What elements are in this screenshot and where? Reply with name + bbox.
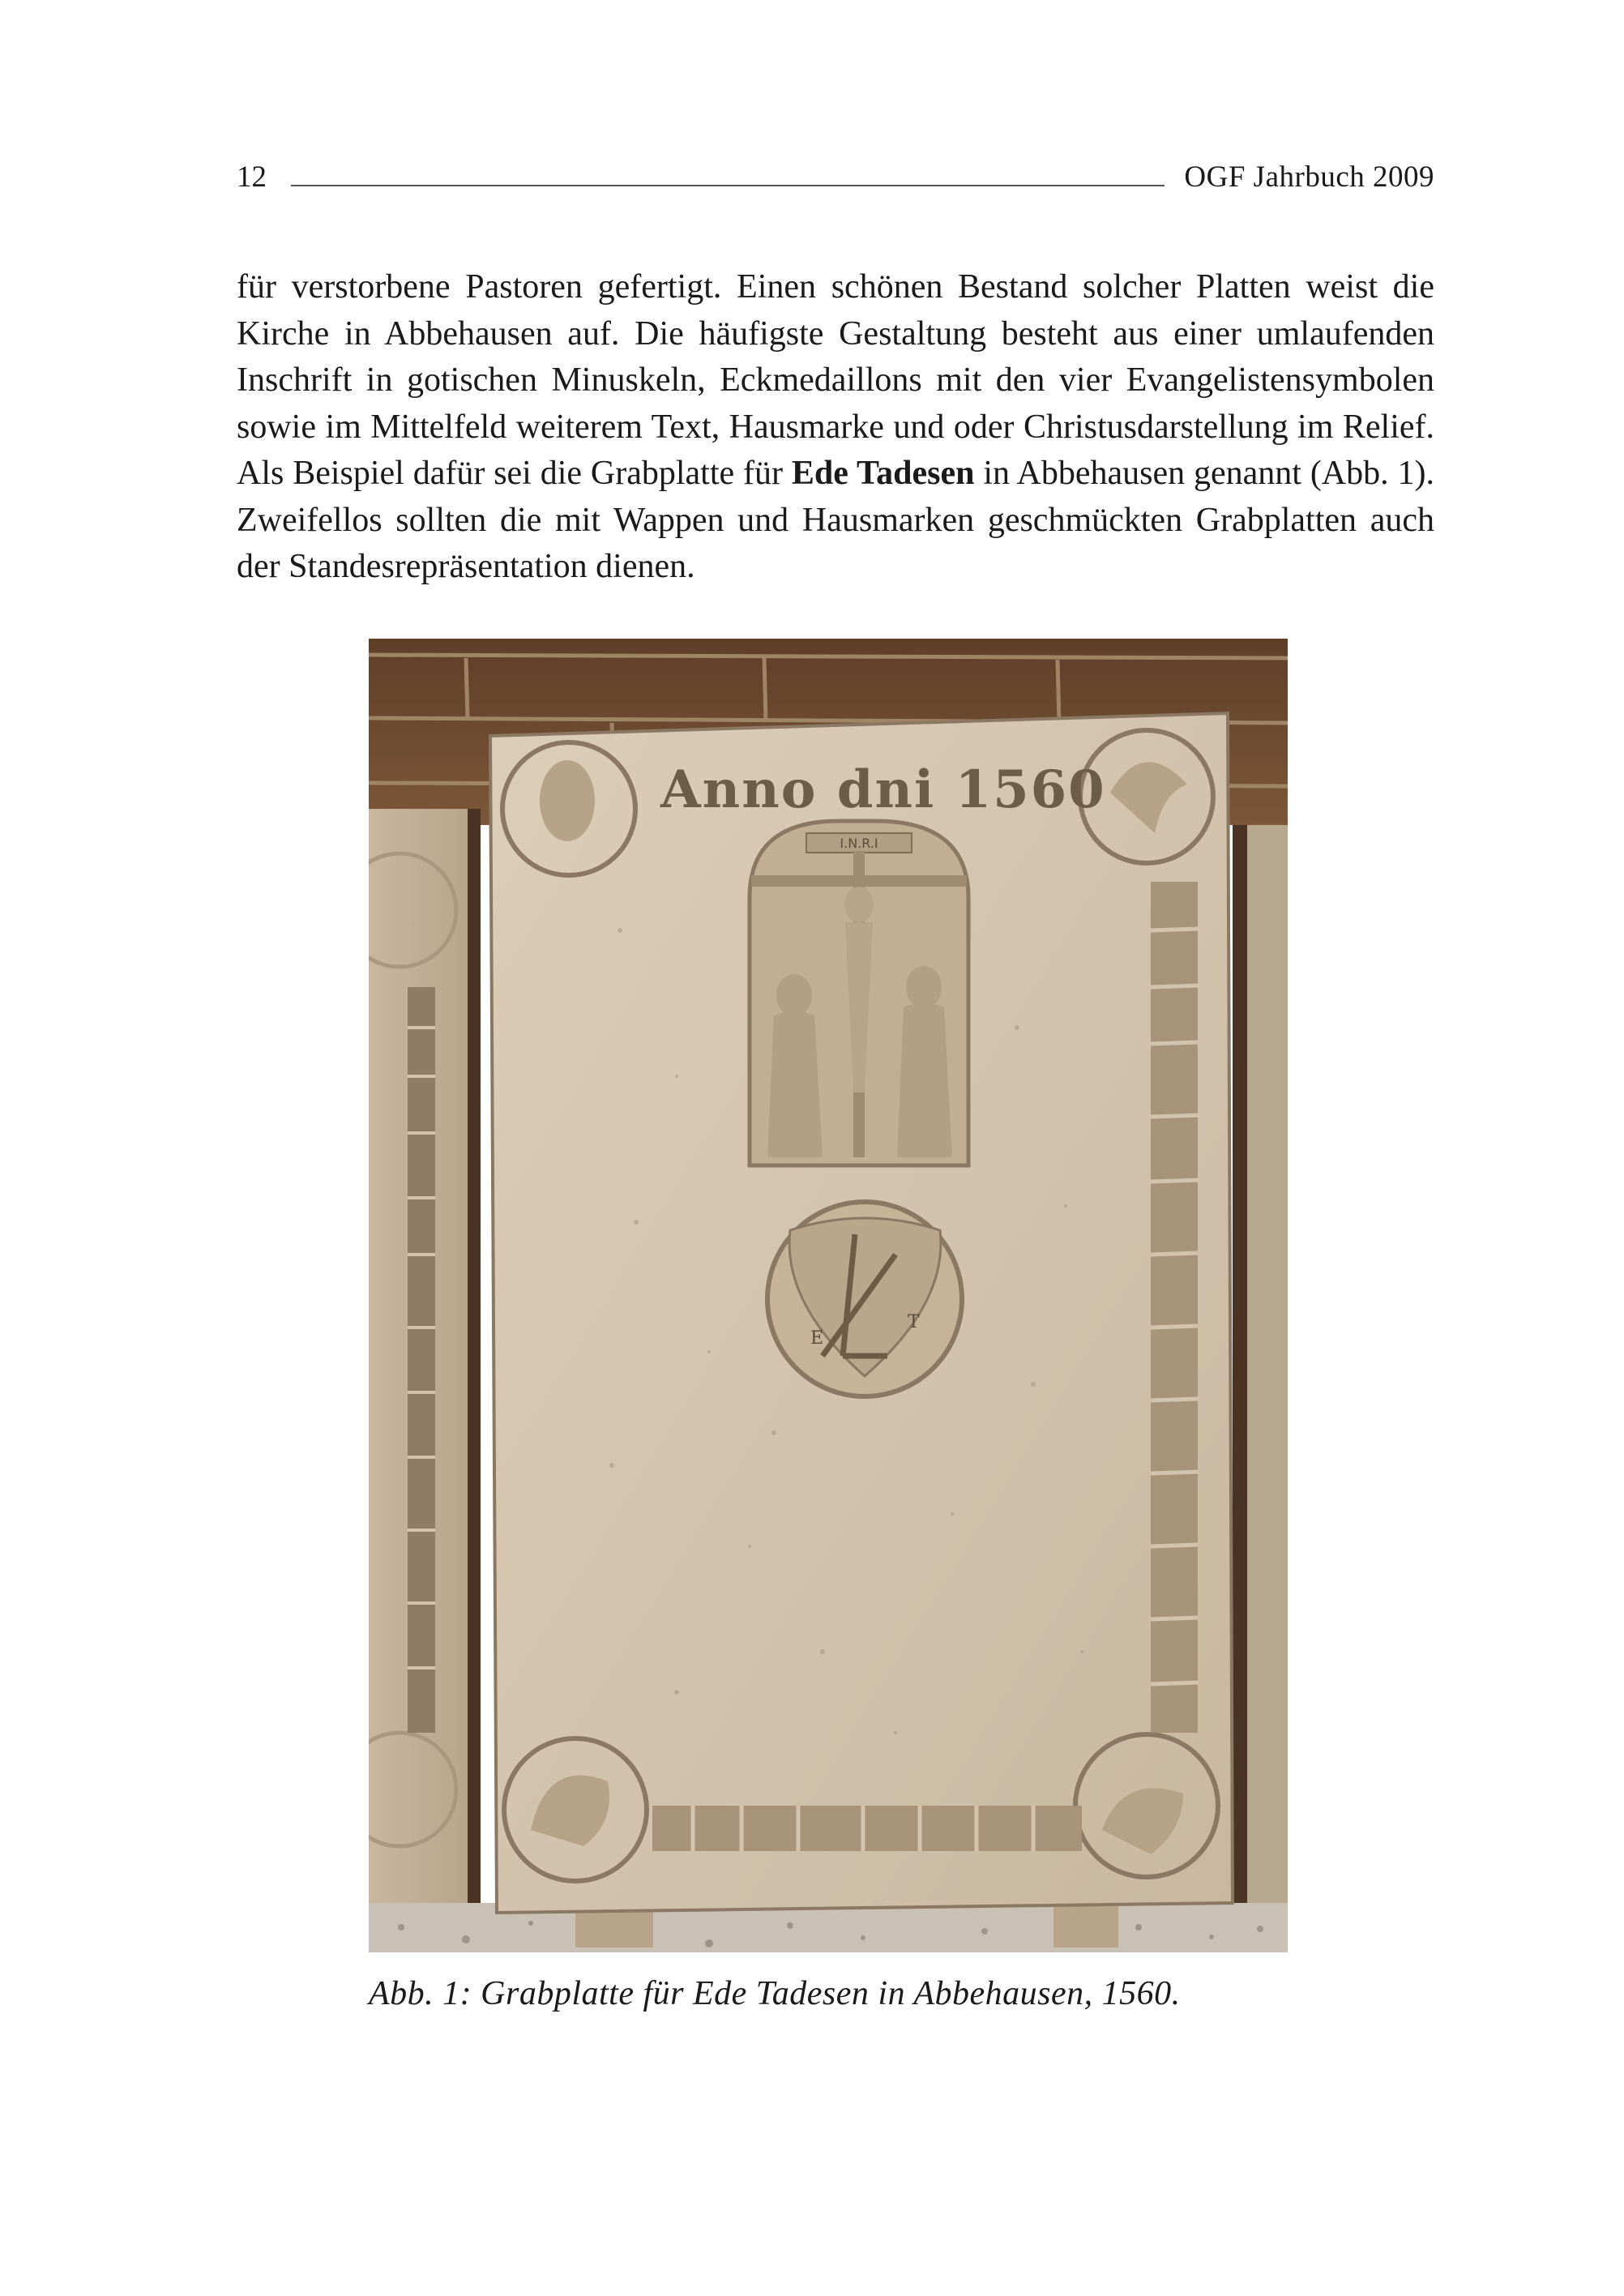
housemark-letter-e: E [810,1328,824,1349]
cross-horizontal [751,875,967,887]
housemark-letter-t: T [908,1312,920,1332]
mary-head [776,974,812,1016]
christ-head [844,887,874,922]
gravestone-photo [369,639,1288,1952]
left-slab-shadow [468,809,481,1911]
running-head [237,154,1434,195]
figure-caption: Abb. 1: Grabplatte für Ede Tadesen in Abbehausen, 1560. [369,1975,1181,2012]
right-slab [1247,825,1288,1911]
page-number: 12 [237,160,267,194]
inscription-right [1151,882,1198,1733]
left-slab-inscription [408,987,435,1733]
john-head [906,966,942,1008]
right-slab-shadow [1233,825,1247,1911]
paragraph-text-end: in Abbehausen genannt (Abb. 1). Zweifellos sollten die mit Wappen und Hausmarken geschmückten Grabplatten auch der Standesrepräsentation dienen. [237,455,1434,585]
crucifixion-relief [750,821,968,1165]
inscription-top: Anno dni 1560 [660,759,1106,820]
paragraph [237,264,1434,591]
body-paragraph [237,264,1434,591]
figure-photo [369,639,1288,1952]
person-name-bold: Ede Tadesen [791,455,975,492]
inri-text: I.N.R.I [840,836,878,851]
john-figure [897,1003,952,1157]
angel-icon [540,760,595,841]
mary-figure [767,1011,823,1157]
housemark-medallion [767,1202,962,1396]
paragraph-text-start: für verstorbene Pastoren gefertigt. Einen schönen Bestand solcher Platten weist die Kirche in Abbehausen auf. Die häufigste Gestaltung besteht aus einer umlaufenden Inschrift in gotischen Minuskeln, Eckmedaillons mit den vier Evangelistensymbolen sowie im Mittelfeld weiterem Text, Hausmarke und oder Christusdarstellung im Relief. Als Beispiel dafür sei die Grabplatte für [237,268,1434,492]
journal-title: OGF Jahrbuch 2009 [1184,160,1434,194]
header-rule [291,185,1165,186]
inscription-bottom [652,1806,1082,1851]
